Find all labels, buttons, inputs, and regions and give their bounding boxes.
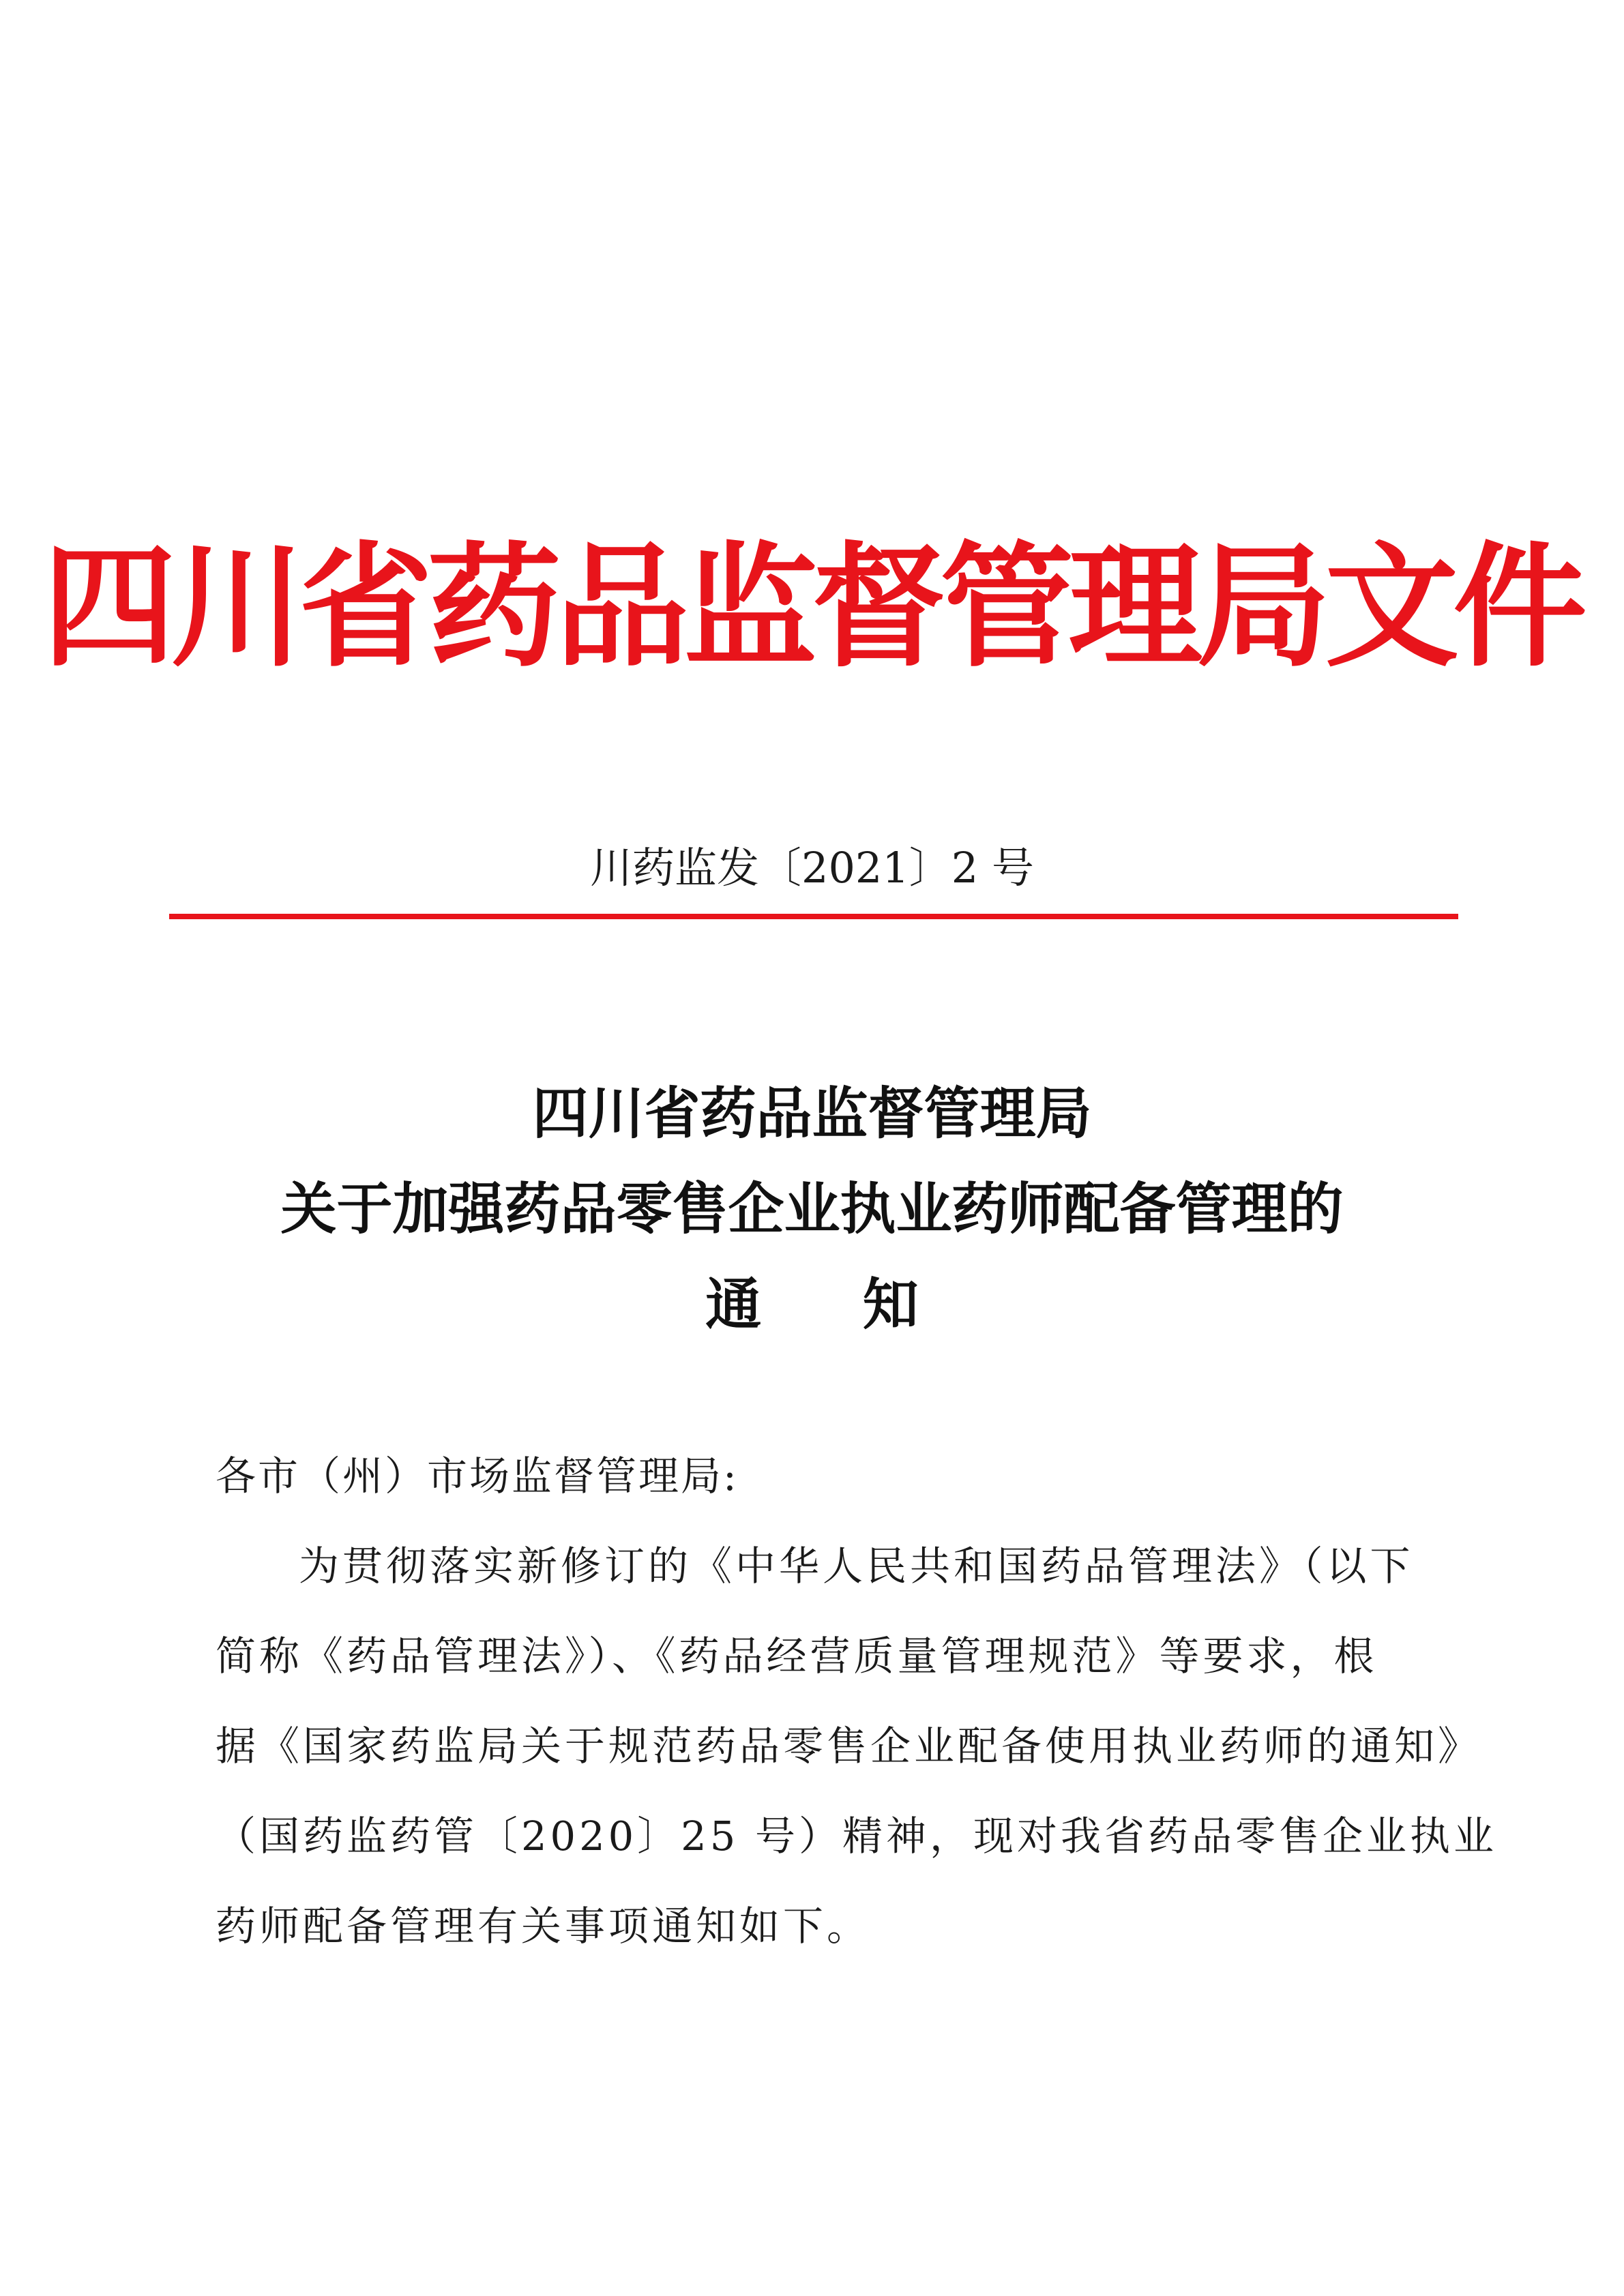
issuer-masthead: 四川省药品监督管理局文件 <box>42 528 1582 685</box>
red-separator-line <box>169 914 1458 919</box>
document-title-line-2: 关于加强药品零售企业执业药师配备管理的 <box>280 1176 1344 1242</box>
paragraph-line-3: 据《国家药监局关于规范药品零售企业配备使用执业药师的通知》 <box>216 1723 1482 1770</box>
paragraph-line-5: 药师配备管理有关事项通知如下。 <box>216 1903 871 1950</box>
paragraph-line-4: （国药监药管〔2020〕25 号）精神，现对我省药品零售企业执业 <box>216 1813 1497 1860</box>
document-title-line-1: 四川省药品监督管理局 <box>532 1081 1092 1146</box>
document-title-line-3: 通 知 <box>705 1272 960 1337</box>
addressee: 各市（州）市场监督管理局: <box>216 1452 739 1500</box>
paragraph-line-2: 简称《药品管理法》）、《药品经营质量管理规范》等要求，根 <box>216 1632 1378 1680</box>
document-number: 川药监发〔2021〕2 号 <box>590 843 1034 893</box>
paragraph-line-1: 为贯彻落实新修订的《中华人民共和国药品管理法》（以下 <box>299 1542 1414 1590</box>
